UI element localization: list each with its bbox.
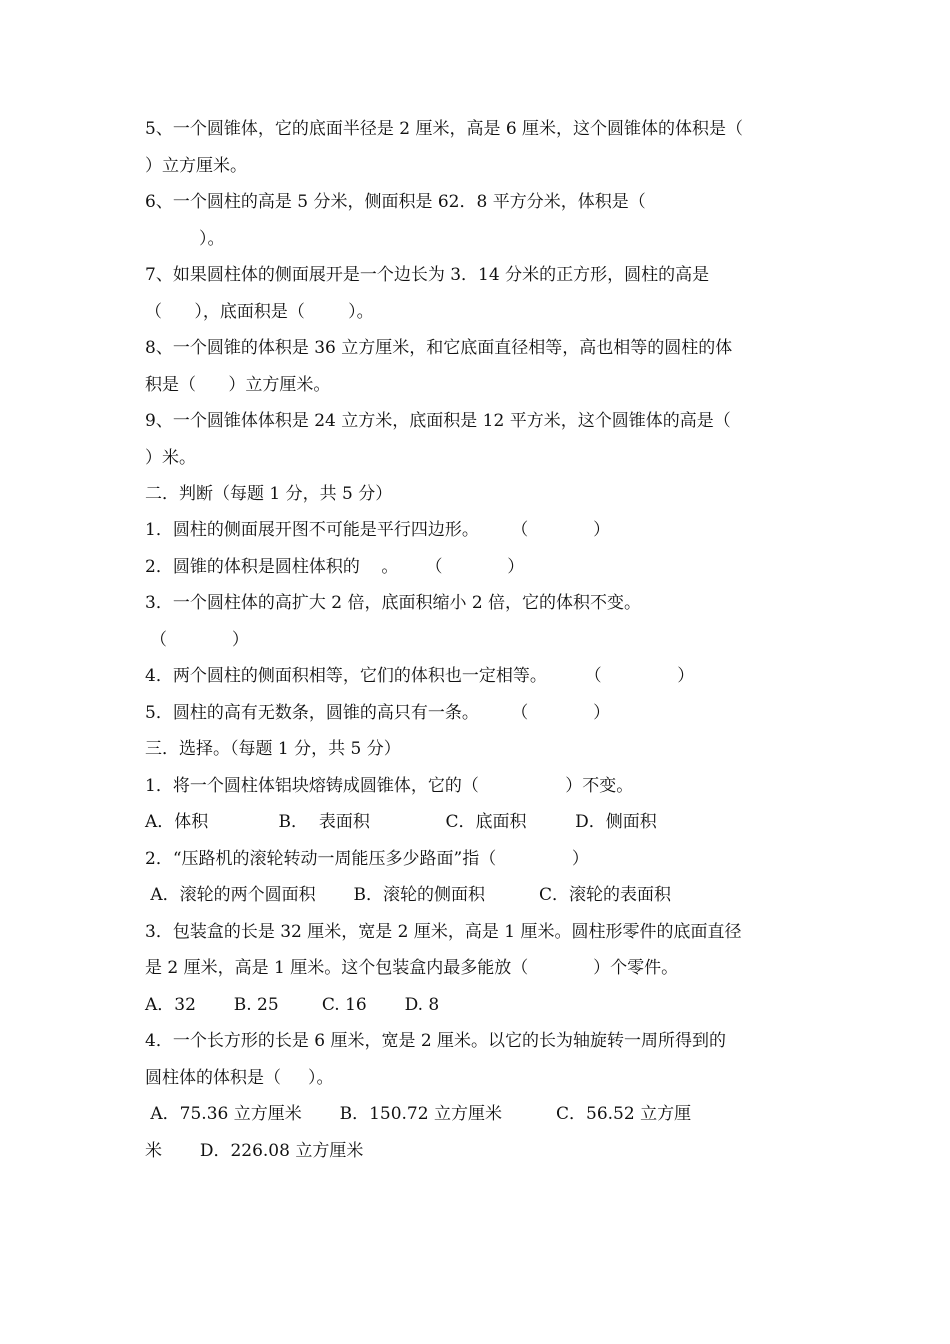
judge-q3-line1: 3．一个圆柱体的高扩大 2 倍，底面积缩小 2 倍，它的体积不变。 xyxy=(145,593,642,613)
fill-q7-line1: 7、如果圆柱体的侧面展开是一个边长为 3．14 分米的正方形，圆柱的高是 xyxy=(145,265,710,285)
judge-heading: 二．判断（每题 1 分，共 5 分） xyxy=(145,484,393,504)
choice-q2: 2．“压路机的滚轮转动一周能压多少路面”指（ ） xyxy=(145,849,589,869)
fill-q7-line2: （ ），底面积是（ ）。 xyxy=(145,302,374,322)
choice-heading: 三．选择。（每题 1 分，共 5 分） xyxy=(145,739,401,759)
fill-q6-line2: ）。 xyxy=(145,229,225,249)
fill-q9-line2: ）米。 xyxy=(145,448,196,468)
fill-q5-line2: ）立方厘米。 xyxy=(145,156,247,176)
choice-q4-options-line2: 米 D．226.08 立方厘米 xyxy=(145,1141,364,1161)
choice-q3-line2: 是 2 厘米，高是 1 厘米。这个包装盒内最多能放（ ）个零件。 xyxy=(145,958,679,978)
fill-q8-line2: 积是（ ）立方厘米。 xyxy=(145,375,331,395)
choice-q4-options-line1: A．75.36 立方厘米 B．150.72 立方厘米 C．56.52 立方厘 xyxy=(145,1104,692,1124)
fill-q9-line1: 9、一个圆锥体体积是 24 立方米，底面积是 12 平方米，这个圆锥体的高是（ xyxy=(145,411,731,431)
judge-q2: 2．圆锥的体积是圆柱体积的 。 （ ） xyxy=(145,557,525,577)
judge-q1: 1．圆柱的侧面展开图不可能是平行四边形。 （ ） xyxy=(145,520,611,540)
choice-q4-line1: 4．一个长方形的长是 6 厘米，宽是 2 厘米。以它的长为轴旋转一周所得到的 xyxy=(145,1031,727,1051)
judge-q3-line2: （ ） xyxy=(150,630,249,650)
fill-q5-line1: 5、一个圆锥体，它的底面半径是 2 厘米，高是 6 厘米，这个圆锥体的体积是（ xyxy=(145,119,744,139)
choice-q2-options: A．滚轮的两个圆面积 B．滚轮的侧面积 C．滚轮的表面积 xyxy=(145,885,672,905)
choice-q4-line2: 圆柱体的体积是（ ）。 xyxy=(145,1068,334,1088)
fill-q6-line1: 6、一个圆柱的高是 5 分米，侧面积是 62．8 平方分米，体积是（ xyxy=(145,192,646,212)
choice-q1-options: A．体积 B． 表面积 C．底面积 D．侧面积 xyxy=(145,812,657,832)
choice-q3-line1: 3．包装盒的长是 32 厘米，宽是 2 厘米，高是 1 厘米。圆柱形零件的底面直径 xyxy=(145,922,742,942)
choice-q3-options: A．32 B. 25 C. 16 D. 8 xyxy=(145,995,440,1015)
choice-q1: 1．将一个圆柱体铝块熔铸成圆锥体，它的（ ）不变。 xyxy=(145,776,634,796)
fill-q8-line1: 8、一个圆锥的体积是 36 立方厘米，和它底面直径相等，高也相等的圆柱的体 xyxy=(145,338,733,358)
judge-q5: 5．圆柱的高有无数条，圆锥的高只有一条。 （ ） xyxy=(145,703,611,723)
judge-q4: 4．两个圆柱的侧面积相等，它们的体积也一定相等。 （ ） xyxy=(145,666,695,686)
